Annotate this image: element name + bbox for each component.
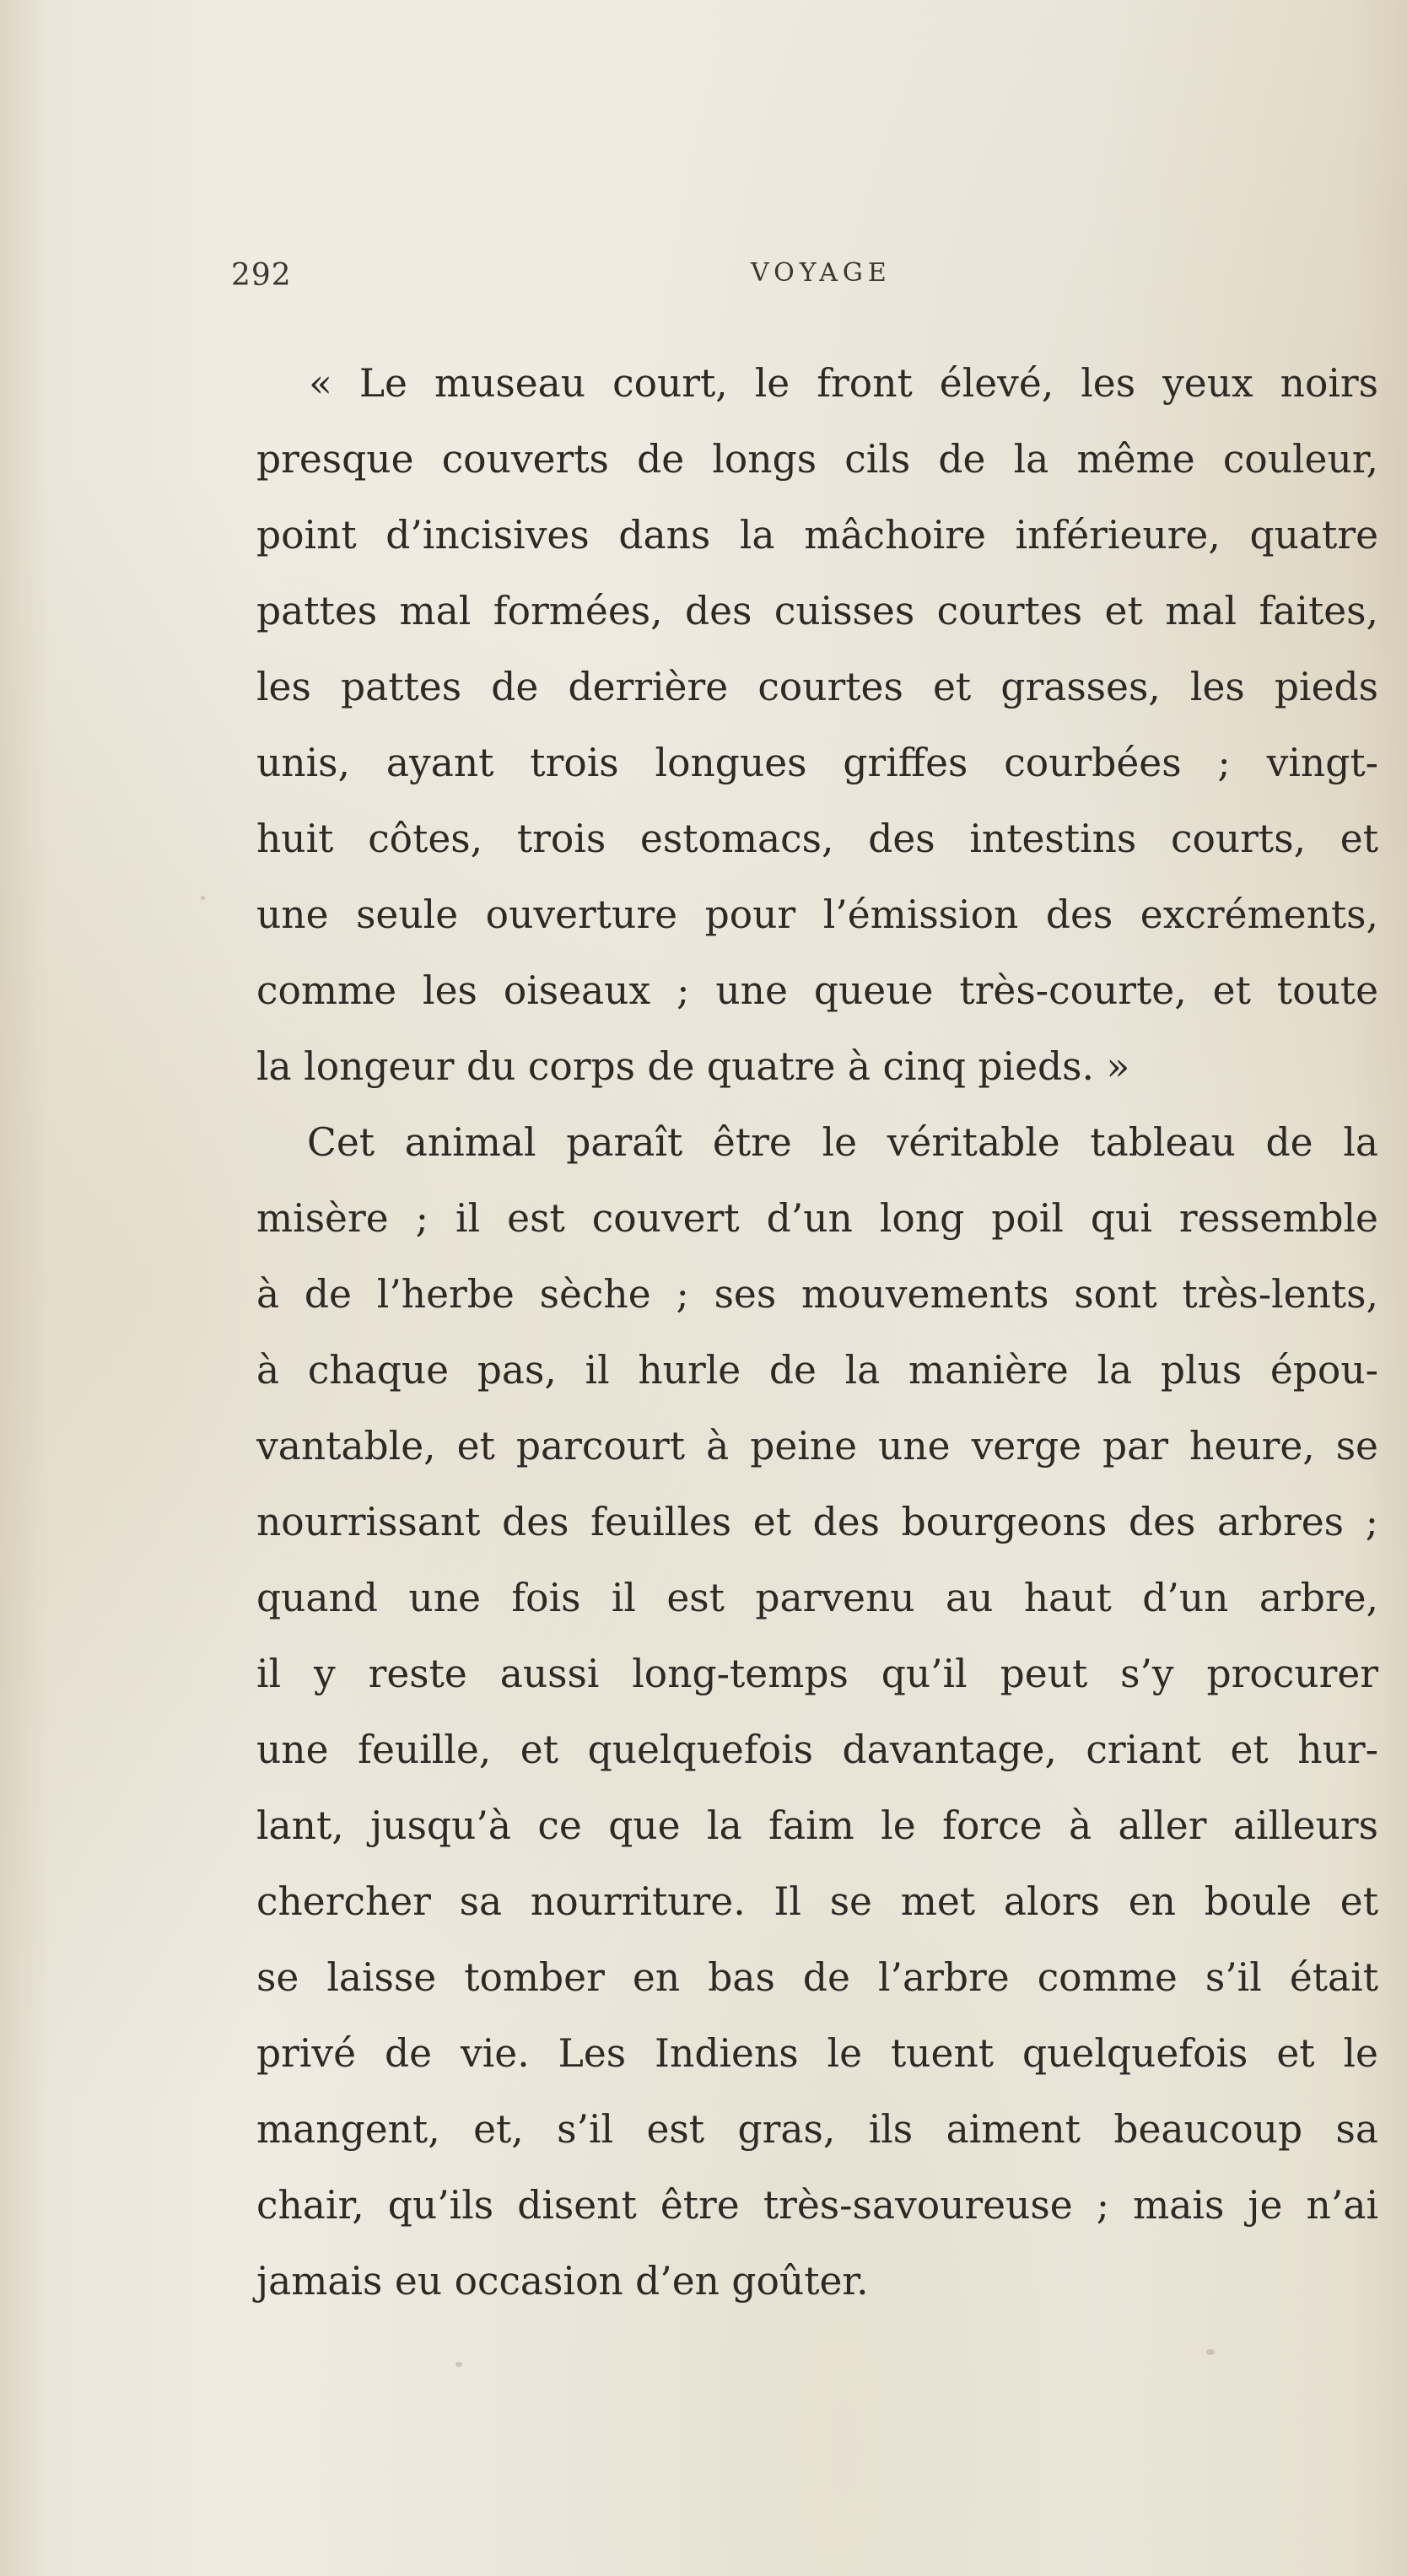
paragraph-description xyxy=(256,1105,1378,2320)
body-text xyxy=(256,346,1378,2320)
text-line: chercher sa nourriture. Il se met alors en boule et xyxy=(256,1879,1378,1924)
text-line: huit côtes, trois estomacs, des intestins courts, et xyxy=(256,816,1378,861)
text-line: misère ; il est couvert d’un long poil qui ressemble xyxy=(256,1196,1378,1241)
text-line: il y reste aussi long-temps qu’il peut s’y procurer xyxy=(256,1652,1378,1696)
text-line: à de l’herbe sèche ; ses mouvements sont très-lents, xyxy=(256,1272,1378,1317)
running-head xyxy=(231,258,1328,300)
text-line: jamais eu occasion d’en goûter. xyxy=(256,2259,869,2304)
page-number: 292 xyxy=(231,258,292,293)
text-line: la longeur du corps de quatre à cinq pieds. » xyxy=(256,1044,1130,1089)
running-title: VOYAGE xyxy=(751,258,892,288)
text-line: quand une fois il est parvenu au haut d’un arbre, xyxy=(256,1576,1378,1620)
text-line: mangent, et, s’il est gras, ils aiment beaucoup sa xyxy=(256,2107,1378,2152)
text-line: privé de vie. Les Indiens le tuent quelquefois et le xyxy=(256,2031,1378,2076)
paragraph-quote xyxy=(256,346,1378,1105)
text-line: une seule ouverture pour l’émission des excréments, xyxy=(256,892,1378,937)
text-line: les pattes de derrière courtes et grasses, les pieds xyxy=(256,665,1378,709)
text-line: vantable, et parcourt à peine une verge par heure, se xyxy=(256,1424,1378,1469)
text-line: Cet animal paraît être le véritable tableau de la xyxy=(307,1120,1378,1165)
text-line: nourrissant des feuilles et des bourgeons des arbres ; xyxy=(256,1500,1378,1544)
text-line: lant, jusqu’à ce que la faim le force à aller ailleurs xyxy=(256,1803,1378,1848)
text-line: unis, ayant trois longues griffes courbées ; vingt- xyxy=(256,741,1378,785)
text-line: chair, qu’ils disent être très-savoureuse ; mais je n’ai xyxy=(256,2183,1378,2228)
text-line: une feuille, et quelquefois davantage, criant et hur- xyxy=(256,1727,1378,1772)
text-line: presque couverts de longs cils de la même couleur, xyxy=(256,437,1378,482)
text-line: « Le museau court, le front élevé, les yeux noirs xyxy=(309,361,1378,406)
text-line: pattes mal formées, des cuisses courtes et mal faites, xyxy=(256,589,1378,633)
foxing-spot xyxy=(456,2362,462,2367)
foxing-spot xyxy=(201,896,205,900)
text-line: à chaque pas, il hurle de la manière la plus épou- xyxy=(256,1348,1378,1393)
text-line: se laisse tomber en bas de l’arbre comme s’il était xyxy=(256,1955,1378,2000)
foxing-spot xyxy=(1206,2349,1215,2355)
text-line: comme les oiseaux ; une queue très-courte, et toute xyxy=(256,968,1378,1013)
text-line: point d’incisives dans la mâchoire inférieure, quatre xyxy=(256,513,1378,558)
